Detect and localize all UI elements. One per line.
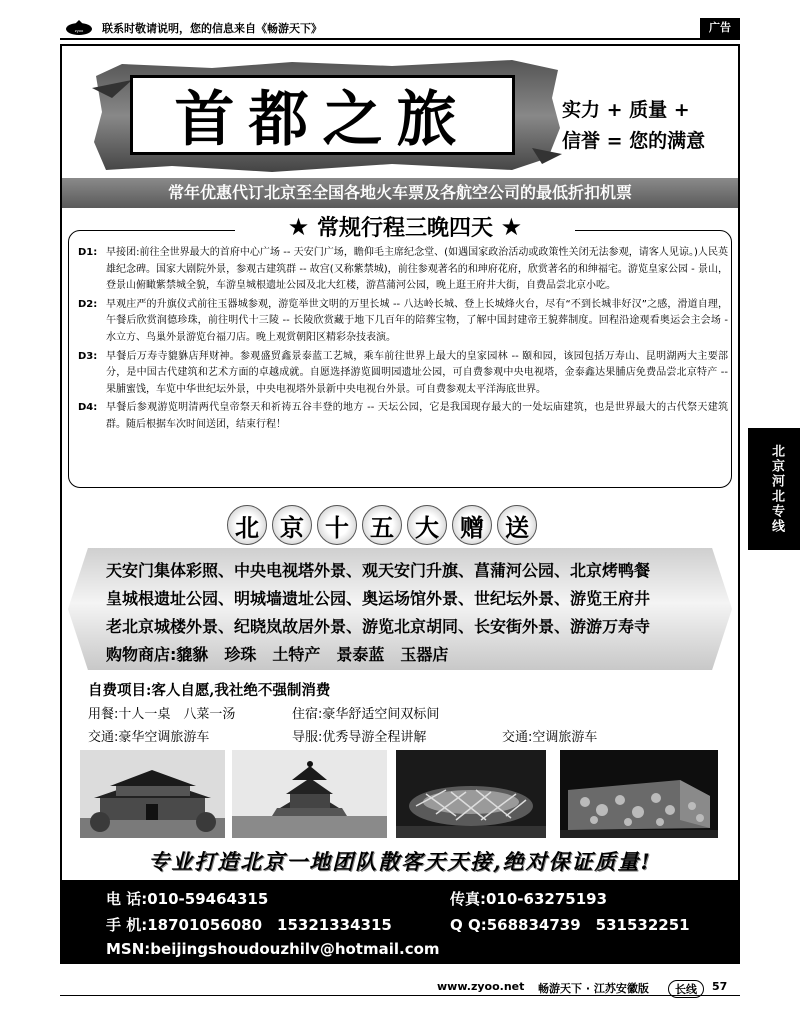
water-cube-photo <box>560 750 718 838</box>
side-section-tab: 北京河北专线 <box>748 428 800 550</box>
gift-title-char: 五 <box>362 505 402 545</box>
meal-info: 用餐:十人一桌 八菜一汤 <box>88 707 236 722</box>
fax-number: 传真:010-63275193 <box>450 890 608 908</box>
mobile-numbers[interactable]: 手 机:18701056080 15321334315 <box>106 916 392 934</box>
brand-logo-box <box>130 75 515 155</box>
lodging-info: 住宿:豪华舒适空间双标间 <box>292 707 440 722</box>
footer-rule <box>60 995 740 996</box>
birds-nest-photo <box>396 750 546 838</box>
service-motto: 专业打造北京一地团队散客天天接,绝对保证质量! <box>148 849 652 874</box>
brand-name: 首都之旅 <box>174 85 471 155</box>
page-number: 57 <box>712 980 728 993</box>
svg-text:zyoo: zyoo <box>74 28 84 33</box>
itinerary-title-text: 常规行程三晚四天 <box>316 216 493 241</box>
ad-label: 广告 <box>700 18 740 38</box>
itinerary-day <box>78 400 728 433</box>
day-text: 早观庄严的升旗仪式前往玉器城参观，游览举世文明的万里长城 -- 八达岭长城、登上长城烽火台，尽有“不到长城非好汉”之感，滑道自理，午餐后欣赏润德珍珠，前往明代十三陵 -- 长陵欣赏藏于地下几百年的陪葬宝物，了解中国封建帝王貌葬制度。回程沿途观看奥运会主会场 - 水立方、鸟巢外景游览台福刀店。晚上观赏朝阳区精彩杂技表演。 <box>106 298 728 343</box>
slogan-line-1: 实力 + 质量 + <box>562 99 690 121</box>
gift-title-char: 大 <box>407 505 447 545</box>
day-text: 早餐后参观游览明清两代皇帝祭天和祈祷五谷丰登的地方 -- 天坛公园，它是我国现存最大的一处坛庙建筑，也是世界最大的古代祭天建筑群。随后根据车次时间送团，结束行程！ <box>106 402 728 430</box>
star-icon: ★ <box>500 213 523 241</box>
source-note: 联系时敬请说明，您的信息来自《畅游天下》 <box>102 22 322 35</box>
qq-numbers: Q Q:568834739 531532251 <box>450 916 690 934</box>
itinerary-day <box>78 245 728 295</box>
day-text: 早接团:前往全世界最大的首府中心广场 -- 天安门广场，瞻仰毛主席纪念堂、(如遇国家政治活动或政策性关闭无法参观，请客人见谅。)人民英雄纪念碑。国家大剧院外景，参观古建筑群 -- 故宫(又称紫禁城)，前往参观著名的和珅府花府，欣赏著名的和绅福宅。游览皇家公园 - 景山，登景山俯瞰紫禁城全貌，车游皇城根遗址公园及北大红楼，游菖蒲河公园，晚上逛王府井大街，自费品尝北京小吃。 <box>106 247 728 292</box>
star-icon: ★ <box>287 213 310 241</box>
footer-website[interactable]: www.zyoo.net <box>437 980 525 993</box>
msn-email[interactable]: MSN:beijingshoudouzhilv@hotmail.com <box>106 940 440 958</box>
gift-title-char: 送 <box>497 505 537 545</box>
day-text: 早餐后万寿寺貔貅店拜财神。参观盛贸鑫景泰蓝工艺城，乘车前往世界上最大的皇家园林 -- 颐和园，该园包括万寿山、昆明湖两大主要部分，是中国古代建筑和艺术方面的卓越成就。自愿选择游览圆明园遗址公园，可自费参观中央电视塔，金泰鑫达果脯店免费品尝北京特产 -- 果脯蜜饯，车览中华世纪坛外景，中央电视塔外景新中央电视台外景。可自费参观太平洋海底世界。 <box>106 350 728 395</box>
phone-number[interactable]: 电 话:010-59464315 <box>106 890 269 908</box>
footer-section: 长线 <box>668 980 704 998</box>
transport-info-2: 交通:空调旅游车 <box>502 730 598 745</box>
itinerary-day <box>78 349 728 399</box>
ticket-banner: 常年优惠代订北京至全国各地火车票及各航空公司的最低折扣机票 <box>62 178 738 208</box>
gift-title-char: 北 <box>227 505 267 545</box>
day-label: D3: <box>78 350 98 362</box>
self-paid-note: 自费项目:客人自愿,我社绝不强制消费 <box>88 682 331 699</box>
slogan-line-2: 信誉 = 您的满意 <box>562 130 706 152</box>
gift-line: 天安门集体彩照、中央电视塔外景、观天安门升旗、菖蒲河公园、北京烤鸭餐 <box>106 561 651 580</box>
itinerary-title <box>235 209 575 245</box>
temple-of-heaven-photo <box>232 750 387 838</box>
guide-info: 导服:优秀导游全程讲解 <box>292 730 427 745</box>
transport-info: 交通:豪华空调旅游车 <box>88 730 210 745</box>
footer-magazine: 畅游天下 · 江苏安徽版 <box>538 982 649 995</box>
gift-title-char: 赠 <box>452 505 492 545</box>
itinerary-day <box>78 297 728 347</box>
contact-panel <box>60 880 740 964</box>
top-header <box>60 18 740 40</box>
magazine-logo-icon <box>64 18 94 36</box>
gift-line: 购物商店:貔貅 珍珠 土特产 景泰蓝 玉器店 <box>106 645 449 664</box>
day-label: D4: <box>78 402 98 414</box>
day-label: D1: <box>78 247 98 258</box>
day-label: D2: <box>78 298 98 310</box>
tiananmen-photo <box>80 750 225 838</box>
gift-title-char: 京 <box>272 505 312 545</box>
gifts-title <box>227 505 537 545</box>
gift-title-char: 十 <box>317 505 357 545</box>
gift-line: 皇城根遗址公园、明城墙遗址公园、奥运场馆外景、世纪坛外景、游览王府井 <box>106 589 651 608</box>
itinerary-days <box>78 245 728 436</box>
gift-line: 老北京城楼外景、纪晓岚故居外景、游览北京胡同、长安街外景、游游万寿寺 <box>106 617 651 636</box>
